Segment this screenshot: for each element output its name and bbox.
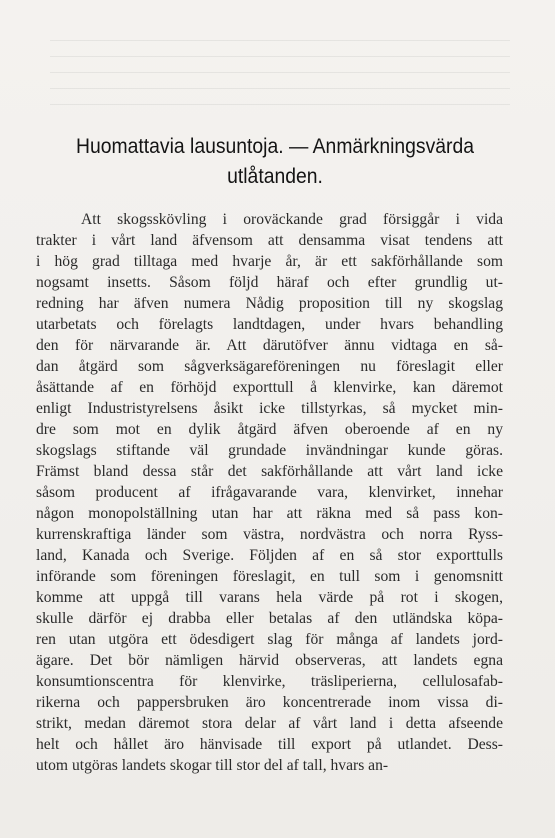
body-line: kurrenskraftiga länder som västra, nordvästra och norra Ryss- [36,526,503,543]
body-line: helt och hållet äro hänvisade till export på utlandet. Dess- [36,736,503,753]
body-line: ren utan utgöra ett ödesdigert slag för många af landets jord- [36,631,503,648]
body-line: den för närvarande är. Att därutöfver ännu vidtaga en så- [36,337,503,354]
body-line: Främst bland dessa står det sakförhållande att vårt land icke [36,463,503,480]
body-line: enligt Industristyrelsens åsikt icke tillstyrkas, så mycket min- [36,400,503,417]
body-paragraph [36,209,503,776]
show-through-shadow [50,40,510,110]
body-line: dre som mot en dylik åtgärd äfven oberoende af en ny [36,421,503,438]
body-line: såsom producent af ifrågavarande vara, klenvirket, innehar [36,484,503,501]
body-line: strikt, medan däremot stora delar af vårt land i detta afseende [36,715,503,732]
heading-line-2: utlåtanden. [227,164,323,188]
body-line: land, Kanada och Sverige. Följden af en så stor exporttulls [36,547,503,564]
heading-line-1: Huomattavia lausuntoja. — Anmärkningsvärda [76,134,474,158]
body-line: trakter i vårt land äfvensom att densamma visat tendens att [36,232,503,249]
body-line: komme att uppgå till varans hela värde på rot i skogen, [36,589,503,606]
page-heading [55,131,496,191]
body-line: någon monopolställning utan har att räkna med så pass kon- [36,505,503,522]
body-line: åsättande af en förhöjd exporttull å klenvirke, kan däremot [36,379,503,396]
body-line: ägare. Det bör nämligen härvid observeras, att landets egna [36,652,503,669]
body-line: redning har äfven numera Nådig proposition till ny skogslag [36,295,503,312]
body-line: Att skogsskövling i oroväckande grad försiggår i vida [81,211,503,228]
body-line: rikerna och pappersbruken äro koncentrerade inom vissa di- [36,694,503,711]
body-line: nogsamt insetts. Såsom följd häraf och efter grundlig ut- [36,274,503,291]
body-line: utarbetats och förelagts landtdagen, under hvars behandling [36,316,503,333]
body-line: skulle därför ej drabba eller betalas af den utländska köpa- [36,610,503,627]
body-line: i hög grad tilltaga med hvarje år, är ett sakförhållande som [36,253,503,270]
body-line: införande som föreningen föreslagit, en tull som i genomsnitt [36,568,503,585]
body-line: skogslags stiftande väl grundade invändningar kunde göras. [36,442,503,459]
body-line: dan åtgärd som sågverksägareföreningen nu föreslagit eller [36,358,503,375]
body-line: konsumtionscentra för klenvirke, träsliperierna, cellulosafab- [36,673,503,690]
body-line: utom utgöras landets skogar till stor del af tall, hvars an- [36,757,389,774]
